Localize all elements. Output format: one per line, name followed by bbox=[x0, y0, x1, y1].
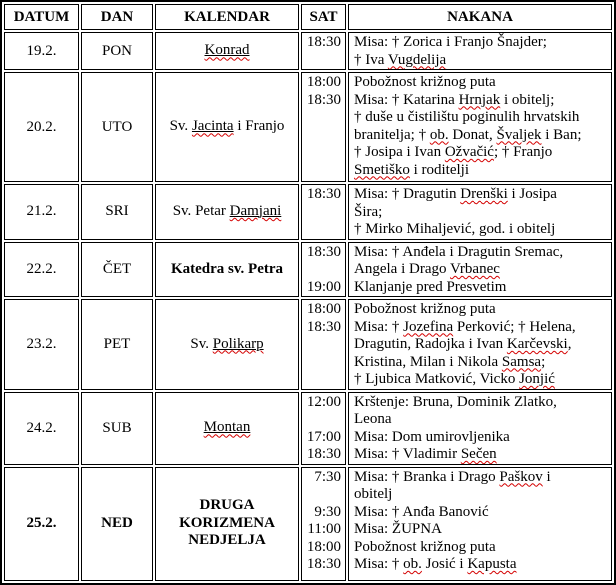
time-line: 18:30 bbox=[306, 243, 341, 260]
text-line: branitelja; † ob. Donat, Švaljek i Ban; bbox=[354, 126, 582, 143]
time-line: 17:00 bbox=[306, 428, 341, 445]
text-line: Misa: † Zorica i Franjo Šnajder; bbox=[354, 34, 547, 50]
intention-cell bbox=[348, 392, 612, 465]
text-line: Misa: † Vladimir Sečen bbox=[354, 446, 497, 462]
time-line: 18:30 bbox=[306, 186, 341, 202]
time-line: 18:30 bbox=[306, 91, 341, 108]
text-line: Misa: Dom umirovljenika bbox=[354, 428, 510, 445]
time-line: 11:00 bbox=[307, 521, 341, 537]
calendar-line: DRUGA bbox=[199, 497, 255, 514]
text-line: Dragutin, Radojka i Ivan Karčevski, bbox=[354, 336, 572, 352]
day-cell: ČET bbox=[81, 242, 153, 298]
date-cell: 19.2. bbox=[4, 32, 79, 70]
date-cell: 24.2. bbox=[4, 392, 79, 465]
text-line: Kristina, Milan i Nikola Samsa; bbox=[354, 353, 546, 370]
text-line: † Iva Vugdelija bbox=[354, 51, 447, 68]
time-cell bbox=[301, 184, 346, 240]
time-line: 18:00 bbox=[306, 538, 341, 555]
table-row bbox=[4, 242, 612, 298]
text-line: Smetiško i roditelji bbox=[354, 161, 470, 178]
intention-cell bbox=[348, 299, 612, 390]
text-line: obitelj bbox=[354, 486, 393, 502]
calendar-line: Sv. Petar Damjani bbox=[172, 203, 282, 219]
calendar-line: Montan bbox=[203, 419, 251, 436]
day-cell: SUB bbox=[81, 392, 153, 465]
calendar-line: NEDJELJA bbox=[188, 532, 266, 549]
date-cell: 23.2. bbox=[4, 299, 79, 390]
table-row bbox=[4, 467, 612, 581]
table-row bbox=[4, 392, 612, 465]
time-line: 9:30 bbox=[314, 503, 341, 520]
date-cell: 20.2. bbox=[4, 72, 79, 182]
time-line bbox=[302, 261, 341, 279]
day-cell: PON bbox=[81, 32, 153, 70]
text-line: † Mirko Mihaljević, god. i obitelj bbox=[354, 221, 556, 237]
intention-cell bbox=[348, 72, 612, 182]
text-line: Pobožnost križnog puta bbox=[354, 538, 496, 555]
text-line: Misa: † Katarina Hrnjak i obitelj; bbox=[354, 91, 555, 108]
time-line bbox=[302, 411, 341, 429]
text-line: Misa: † Branka i Drago Paškov i bbox=[354, 468, 551, 485]
calendar-cell bbox=[155, 32, 299, 70]
calendar-cell bbox=[155, 392, 299, 465]
calendar-cell bbox=[155, 467, 299, 581]
calendar-cell bbox=[155, 72, 299, 182]
column-header-datum: DATUM bbox=[4, 4, 79, 30]
header-row bbox=[4, 4, 612, 30]
time-line: 18:00 bbox=[306, 74, 341, 90]
column-header-kalendar: KALENDAR bbox=[155, 4, 299, 30]
table-row bbox=[4, 299, 612, 390]
calendar-line: KORIZMENA bbox=[179, 514, 275, 531]
time-cell bbox=[301, 392, 346, 465]
time-line: 12:00 bbox=[306, 393, 341, 410]
intention-cell bbox=[348, 467, 612, 581]
table-row bbox=[4, 32, 612, 70]
time-cell bbox=[301, 467, 346, 581]
calendar-cell bbox=[155, 242, 299, 298]
text-line: † Ljubica Matković, Vicko Jonjić bbox=[354, 371, 555, 387]
calendar-line: Konrad bbox=[204, 42, 250, 59]
day-cell: SRI bbox=[81, 184, 153, 240]
table-row bbox=[4, 184, 612, 240]
date-cell: 22.2. bbox=[4, 242, 79, 298]
time-line bbox=[302, 486, 341, 504]
text-line: Leona bbox=[354, 411, 392, 427]
time-cell bbox=[301, 242, 346, 298]
text-line: † Josipa i Ivan Ožvačić; † Franjo bbox=[354, 144, 553, 160]
intention-cell bbox=[348, 184, 612, 240]
text-line: Pobožnost križnog puta bbox=[354, 74, 496, 90]
time-line: 18:00 bbox=[306, 301, 341, 317]
day-cell: UTO bbox=[81, 72, 153, 182]
calendar-line: Sv. Jacinta i Franjo bbox=[169, 118, 285, 135]
column-header-nakana: NAKANA bbox=[348, 4, 612, 30]
time-line: 18:30 bbox=[306, 318, 341, 335]
text-line: Šira; bbox=[354, 203, 383, 220]
calendar-line: Sv. Polikarp bbox=[190, 335, 264, 352]
date-cell: 21.2. bbox=[4, 184, 79, 240]
text-line: Misa: † Anđela i Dragutin Sremac, bbox=[354, 243, 564, 260]
text-line: Angela i Drago Vrbanec bbox=[354, 261, 500, 277]
intention-cell bbox=[348, 32, 612, 70]
time-cell bbox=[301, 32, 346, 70]
column-header-sat: SAT bbox=[301, 4, 346, 30]
text-line: Misa: † Anđa Banović bbox=[354, 503, 489, 520]
intention-cell bbox=[348, 242, 612, 298]
time-line: 18:30 bbox=[306, 34, 341, 50]
calendar-line: Katedra sv. Petra bbox=[170, 260, 284, 277]
text-line: Misa: † Jozefina Perković; † Helena, bbox=[354, 318, 576, 335]
time-line: 19:00 bbox=[306, 278, 341, 295]
time-cell bbox=[301, 299, 346, 390]
table-row bbox=[4, 72, 612, 182]
text-line: Misa: † ob. Josić i Kapusta bbox=[354, 556, 517, 572]
time-line: 18:30 bbox=[306, 446, 341, 462]
calendar-cell bbox=[155, 184, 299, 240]
day-cell: NED bbox=[81, 467, 153, 581]
text-line: † duše u čistilištu poginulih hrvatskih bbox=[354, 109, 580, 125]
time-line: 18:30 bbox=[306, 556, 341, 572]
calendar-cell bbox=[155, 299, 299, 390]
text-line: Klanjanje pred Presvetim bbox=[354, 278, 507, 295]
day-cell: PET bbox=[81, 299, 153, 390]
text-line: Krštenje: Bruna, Dominik Zlatko, bbox=[354, 393, 557, 410]
time-cell bbox=[301, 72, 346, 182]
time-line: 7:30 bbox=[314, 468, 341, 485]
text-line: Misa: † Dragutin Drenški i Josipa bbox=[354, 186, 557, 202]
column-header-dan: DAN bbox=[81, 4, 153, 30]
text-line: Pobožnost križnog puta bbox=[354, 301, 496, 317]
text-line: Misa: ŽUPNA bbox=[354, 521, 442, 537]
date-cell: 25.2. bbox=[4, 467, 79, 581]
